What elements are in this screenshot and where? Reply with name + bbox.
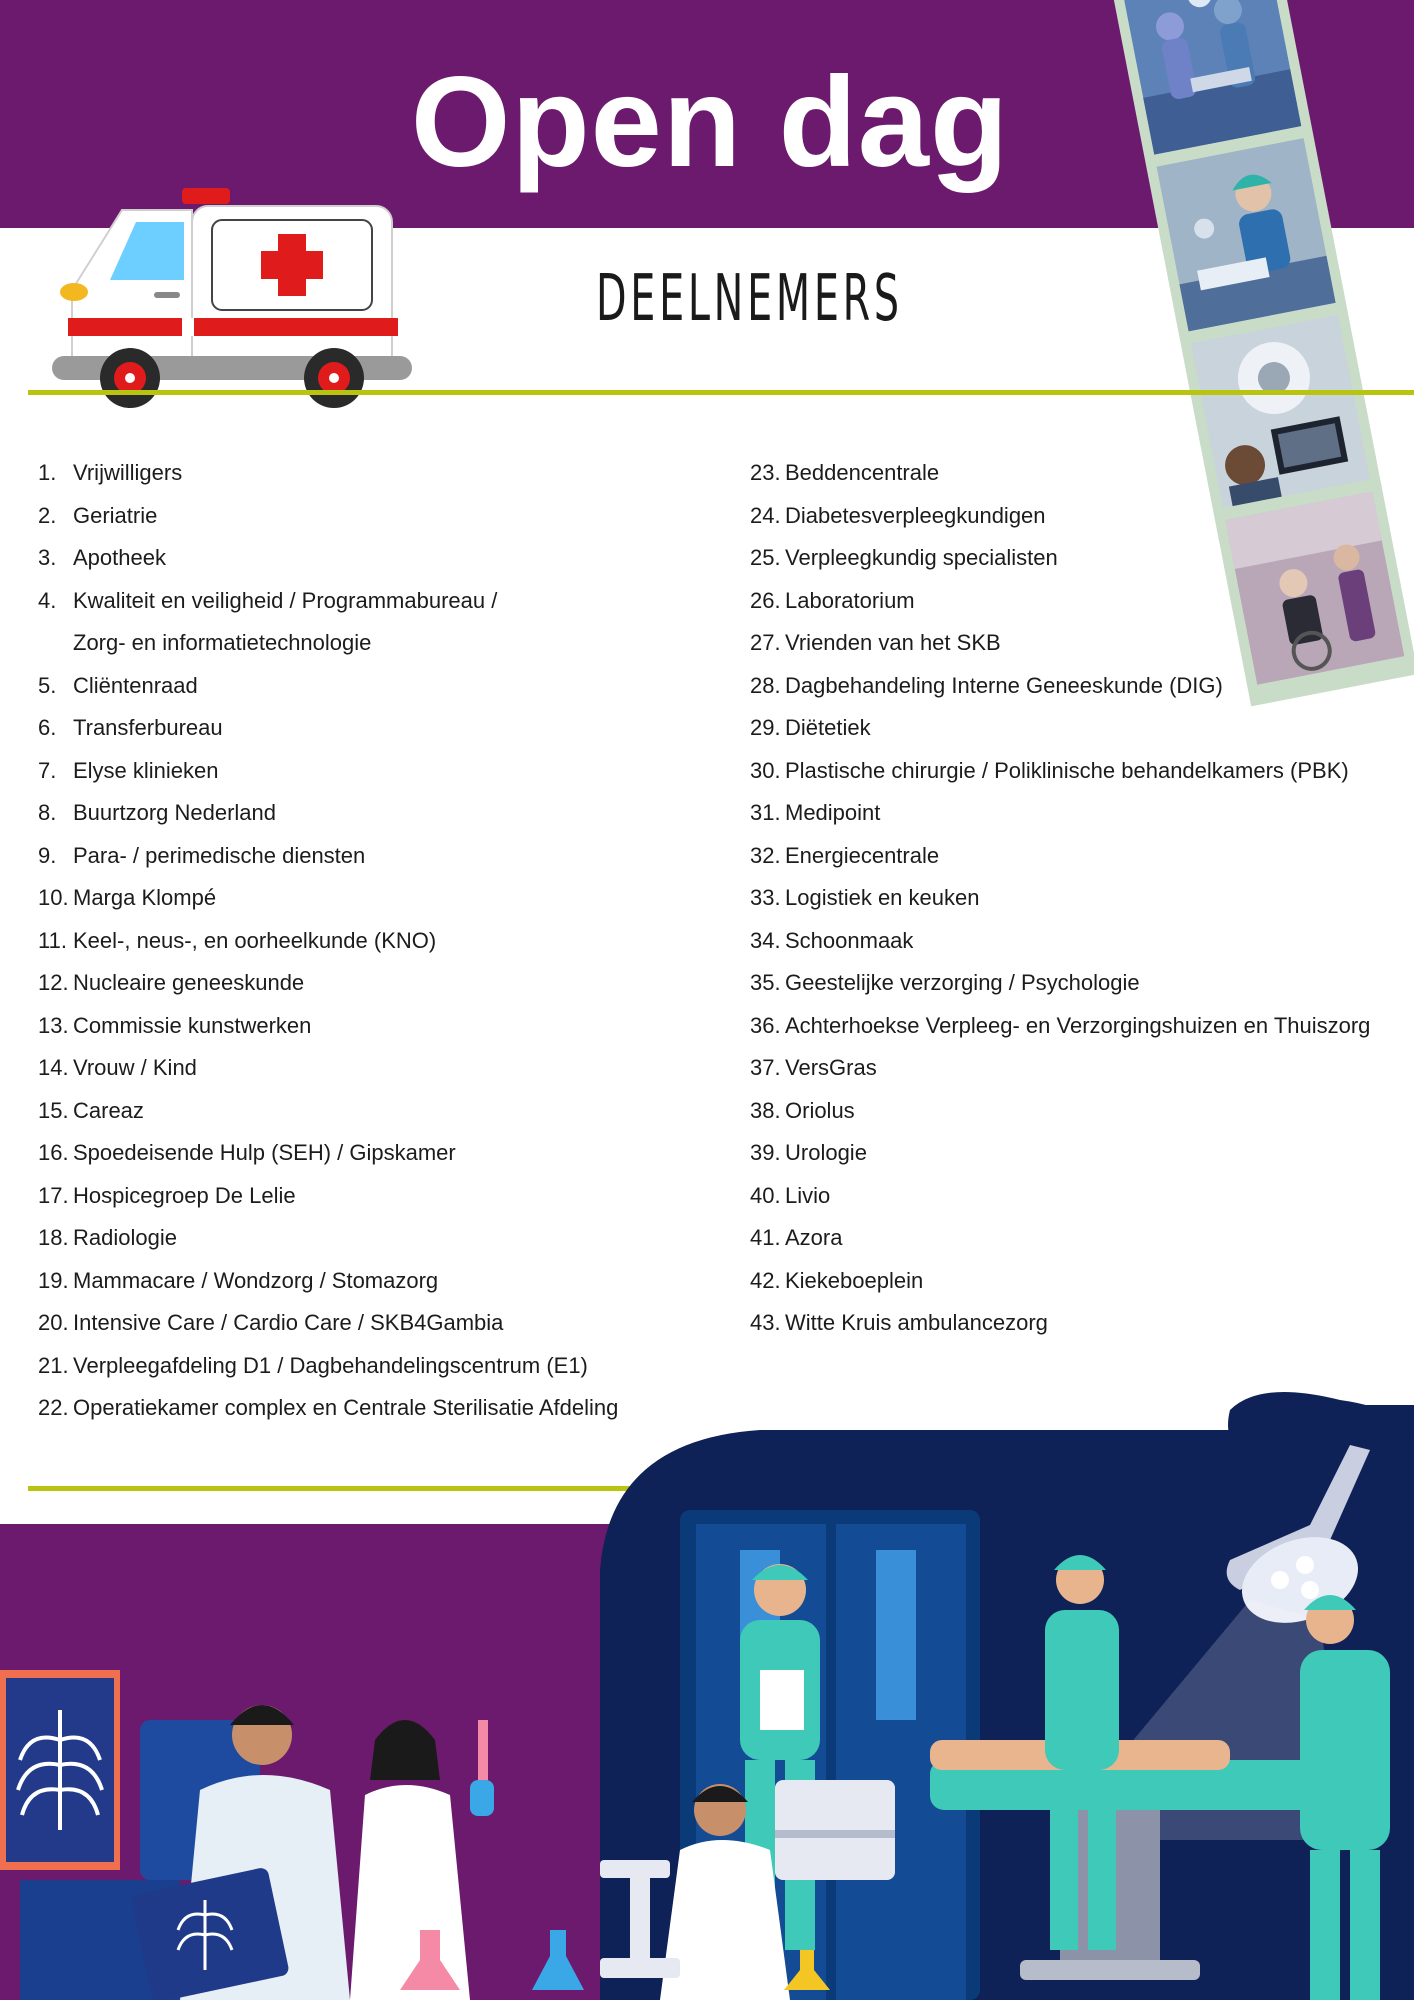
list-item: 7. Elyse klinieken (38, 757, 219, 783)
participants-list-left (38, 452, 738, 1430)
list-item: 10. Marga Klompé (38, 885, 217, 910)
list-item: 21. Verpleegafdeling D1 / Dagbehandelingscentrum (E1) (38, 1352, 588, 1378)
list-item: 38. Oriolus (750, 1097, 855, 1123)
list-item: 36. Achterhoekse Verpleeg- en Verzorgingshuizen en Thuiszorg (750, 1012, 1371, 1038)
photo-lab-worker (1156, 138, 1335, 332)
list-item: 4. Kwaliteit en veiligheid / Programmabureau / (38, 587, 498, 613)
list-item: 20. Intensive Care / Cardio Care / SKB4Gambia (38, 1310, 504, 1335)
list-item: 15. Careaz (38, 1097, 144, 1123)
list-item: 19. Mammacare / Wondzorg / Stomazorg (38, 1267, 439, 1293)
list-item: 22. Operatiekamer complex en Centrale Sterilisatie Afdeling (38, 1395, 619, 1420)
list-item: 34. Schoonmaak (750, 927, 914, 953)
list-item: 37. VersGras (750, 1055, 877, 1080)
list-item: 32. Energiecentrale (750, 842, 940, 868)
list-item: 28. Dagbehandeling Interne Geneeskunde (DIG) (750, 672, 1223, 698)
list-item: 13. Commissie kunstwerken (38, 1012, 312, 1038)
section-heading: DEELNEMERS (596, 262, 903, 336)
medical-staff-illustration (0, 1390, 1414, 2000)
list-item: 27. Vrienden van het SKB (750, 630, 1001, 655)
list-item: 6. Transferbureau (38, 715, 223, 740)
list-item: 41. Azora (750, 1225, 843, 1250)
list-item: 39. Urologie (750, 1140, 867, 1165)
list-item: 26. Laboratorium (750, 587, 915, 613)
list-item: 2. Geriatrie (38, 502, 158, 528)
list-item: 8. Buurtzorg Nederland (38, 800, 277, 825)
list-item: 35. Geestelijke verzorging / Psychologie (750, 970, 1140, 995)
list-item: 12. Nucleaire geneeskunde (38, 970, 305, 995)
page-title: Open dag (410, 51, 1010, 194)
list-item: 40. Livio (750, 1182, 831, 1208)
list-item: 29. Diëtetiek (750, 715, 871, 740)
list-item: 18. Radiologie (38, 1225, 177, 1250)
ambulance-icon (52, 180, 412, 410)
list-item: 42. Kiekeboeplein (750, 1267, 924, 1293)
list-item: 17. Hospicegroep De Lelie (38, 1182, 296, 1208)
participants-list-right (750, 452, 1414, 1345)
list-item: 30. Plastische chirurgie / Poliklinische behandelkamers (PBK) (750, 757, 1349, 783)
list-item: 23. Beddencentrale (750, 460, 940, 485)
list-item: 1. Vrijwilligers (38, 460, 183, 485)
list-item: 14. Vrouw / Kind (38, 1055, 197, 1080)
list-item: 43. Witte Kruis ambulancezorg (750, 1310, 1048, 1335)
list-item: 24. Diabetesverpleegkundigen (750, 502, 1046, 528)
list-item: 25. Verpleegkundig specialisten (750, 545, 1058, 570)
photo-surgery (1122, 0, 1301, 155)
list-item: 16. Spoedeisende Hulp (SEH) / Gipskamer (38, 1140, 456, 1165)
list-item: 33. Logistiek en keuken (750, 885, 980, 910)
list-item: 9. Para- / perimedische diensten (38, 842, 366, 868)
list-item: 11. Keel-, neus-, en oorheelkunde (KNO) (38, 927, 437, 953)
list-item: 5. Cliëntenraad (38, 672, 198, 698)
list-item-continuation: Zorg- en informatietechnologie (73, 630, 372, 655)
divider-top (28, 390, 1414, 395)
list-item: 31. Medipoint (750, 800, 881, 825)
list-item: 3. Apotheek (38, 545, 166, 570)
